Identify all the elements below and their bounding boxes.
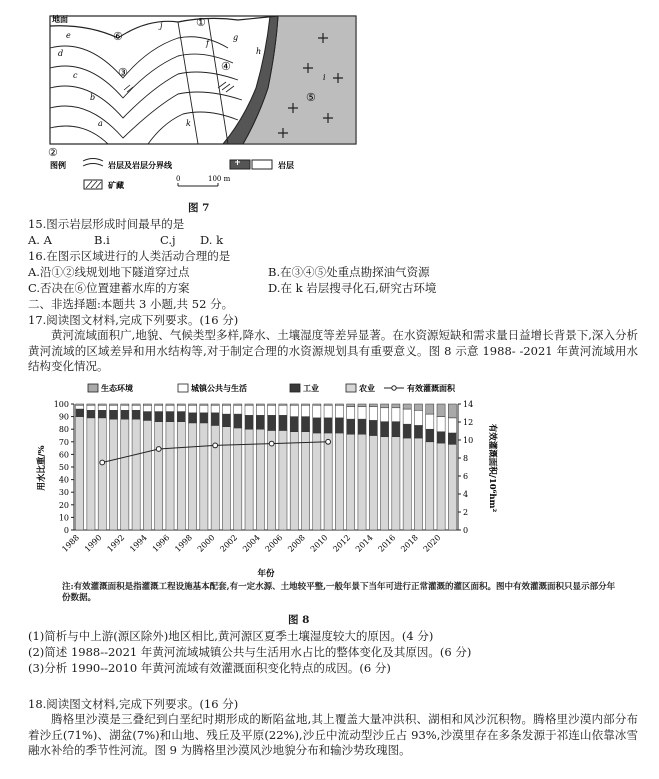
bar-eco-2021 <box>448 404 456 418</box>
fig7-layer-g: g <box>233 33 239 42</box>
bar-industry-2004 <box>256 415 264 429</box>
bar-agri-1991 <box>109 419 117 530</box>
bar-agri-2014 <box>369 436 377 531</box>
bar-urban-1998 <box>189 405 197 413</box>
bar-urban-2014 <box>369 407 377 421</box>
bar-agri-2006 <box>279 430 287 530</box>
bar-industry-1991 <box>109 410 117 419</box>
bar-agri-2001 <box>222 427 230 530</box>
bar-urban-2001 <box>222 405 230 414</box>
fig7-layer-b: b <box>90 93 96 102</box>
bar-urban-2000 <box>211 405 219 413</box>
y-tick-label-left-5: 50 <box>58 463 69 472</box>
y-axis-title-left: 用水比重/% <box>37 445 47 491</box>
bar-agri-1999 <box>200 423 208 530</box>
bar-industry-2008 <box>301 417 309 432</box>
x-tick-label-2014: 2014 <box>353 533 375 554</box>
bar-urban-2004 <box>256 405 264 415</box>
bar-urban-1999 <box>200 405 208 413</box>
fig7-caption: 图 7 <box>188 202 210 214</box>
bar-agri-1994 <box>143 420 151 530</box>
bar-industry-2019 <box>426 429 434 442</box>
q18-stem: 18.阅读图文材料,完成下列要求。(16 分) <box>28 697 239 711</box>
q16-option-c[interactable]: C.否决在⑥位置建蓄水库的方案 <box>28 281 190 295</box>
q17-sub-1: (1)简析与中上游(源区除外)地区相比,黄河源区夏季土壤湿度较大的原因。(4 分) <box>28 629 434 643</box>
bar-agri-1993 <box>132 419 140 530</box>
bar-industry-1988 <box>76 409 84 417</box>
legend-swatch-3 <box>346 384 356 392</box>
q15-option-b[interactable]: B.i <box>94 233 110 247</box>
fig7-num-5: ⑤ <box>306 91 316 104</box>
bar-agri-1997 <box>177 422 185 530</box>
y-tick-label-left-3: 30 <box>58 488 69 498</box>
bar-eco-2015 <box>381 404 389 408</box>
x-tick-label-2004: 2004 <box>241 533 262 554</box>
bar-urban-2005 <box>268 405 276 415</box>
fig7-num-4: ④ <box>221 60 231 73</box>
q18-paragraph: 腾格里沙漠是三叠纪到白垩纪时期形成的断陷盆地,其上覆盖大量冲洪积、湖相和风沙沉积物。腾格里沙漠内部分布着沙丘(71%)、湖盆(7%)和山地、残丘及平原(22%),沙丘中流动型沙丘占 93%,沙漠里存在多条发源于祁连山依靠冰雪融水补给的季节性河流。图 9 为腾格里沙漠风沙地貌分布和输沙势玫瑰图。 <box>28 712 638 757</box>
bar-eco-2014 <box>369 404 377 407</box>
bar-industry-2018 <box>414 425 422 438</box>
x-tick-label-1988: 1988 <box>60 533 82 554</box>
q17-paragraph: 黄河流域面积广,地貌、气候类型多样,降水、土壤湿度等差异显著。在水资源短缺和需求量日益增长背景下,深入分析黄河流域的区域差异和用水结构等,对于制定合理的水资源规划具有重要意义。图 8 示意 1988- -2021 年黄河流域用水结构变化情况。 <box>28 328 638 373</box>
bar-agri-1992 <box>121 419 129 530</box>
x-tick-label-2012: 2012 <box>331 533 353 554</box>
bar-eco-1999 <box>200 404 208 405</box>
fig7-layer-i: i <box>323 73 326 82</box>
bar-urban-1991 <box>109 405 117 410</box>
bar-eco-1989 <box>87 404 95 405</box>
bar-urban-1992 <box>121 405 129 410</box>
y-tick-label-left-7: 70 <box>58 437 69 447</box>
bar-urban-1994 <box>143 405 151 411</box>
bar-industry-1997 <box>177 412 185 422</box>
bar-agri-2016 <box>392 437 400 530</box>
bar-eco-2008 <box>301 404 309 405</box>
figure8-chart <box>28 378 638 592</box>
bar-eco-2003 <box>245 404 253 405</box>
q17-sub-2: (2)简述 1988--2021 年黄河流域城镇公共与生活用水占比的整体变化及其原因。(6 分) <box>28 645 472 659</box>
bar-industry-2016 <box>392 422 400 437</box>
q15-option-c[interactable]: C.j <box>160 233 176 247</box>
bar-industry-2007 <box>290 417 298 432</box>
bar-urban-1996 <box>166 405 174 411</box>
bar-urban-2009 <box>313 405 321 418</box>
x-tick-label-2016: 2016 <box>376 533 398 554</box>
bar-agri-2017 <box>403 438 411 530</box>
bar-urban-1990 <box>98 405 106 410</box>
bar-industry-1998 <box>189 413 197 423</box>
bar-agri-2007 <box>290 432 298 530</box>
bar-eco-2000 <box>211 404 219 405</box>
bar-industry-1999 <box>200 413 208 423</box>
bar-eco-1993 <box>132 404 140 405</box>
legend-swatch-2 <box>290 384 300 392</box>
x-tick-label-1996: 1996 <box>150 533 172 554</box>
bar-industry-2017 <box>403 424 411 438</box>
fig7-num-1: ① <box>196 16 206 29</box>
bar-eco-1998 <box>189 404 197 405</box>
bar-eco-2011 <box>335 404 343 405</box>
bar-urban-1989 <box>87 405 95 410</box>
bar-agri-1990 <box>98 418 106 530</box>
bar-eco-2012 <box>347 404 355 407</box>
bar-eco-2016 <box>392 404 400 408</box>
bar-eco-2005 <box>268 404 276 405</box>
bar-eco-2019 <box>426 404 434 414</box>
bar-agri-1988 <box>76 417 84 530</box>
q15-stem: 15.图示岩层形成时间最早的是 <box>28 217 185 231</box>
fig7-legend-ore: 矿藏 <box>108 180 124 190</box>
figure7-diagram <box>28 8 388 198</box>
bar-eco-1988 <box>76 404 84 405</box>
legend-marker-irrigation <box>392 386 396 390</box>
bar-eco-2010 <box>324 404 332 405</box>
bar-urban-2008 <box>301 405 309 416</box>
bar-eco-1991 <box>109 404 117 405</box>
bar-industry-2014 <box>369 420 377 435</box>
bar-industry-2002 <box>234 414 242 428</box>
x-tick-label-2018: 2018 <box>399 533 420 554</box>
bar-agri-1989 <box>87 418 95 530</box>
bar-industry-2000 <box>211 413 219 426</box>
bar-urban-2018 <box>414 410 422 425</box>
bar-urban-2003 <box>245 405 253 415</box>
fig7-scale-start: 0 <box>176 175 181 183</box>
bar-urban-2011 <box>335 405 343 418</box>
bar-eco-1996 <box>166 404 174 405</box>
bar-eco-1992 <box>121 404 129 405</box>
bar-eco-2009 <box>313 404 321 405</box>
bar-urban-2015 <box>381 408 389 422</box>
y-tick-label-left-1: 10 <box>58 513 69 523</box>
bar-urban-2019 <box>426 414 434 429</box>
bar-eco-2006 <box>279 404 287 405</box>
bar-urban-1993 <box>132 405 140 410</box>
x-tick-label-2006: 2006 <box>263 533 285 554</box>
y-tick-label-left-4: 40 <box>58 475 69 485</box>
fig7-layer-f: f <box>206 39 209 48</box>
y-tick-label-left-2: 20 <box>58 500 69 510</box>
bar-agri-1998 <box>189 423 197 530</box>
bar-urban-1988 <box>76 405 84 409</box>
y-tick-label-left-8: 80 <box>58 425 69 435</box>
irrigation-point-2010 <box>326 439 331 444</box>
bar-eco-1990 <box>98 404 106 405</box>
fig7-layer-c: c <box>73 71 78 80</box>
bar-eco-2001 <box>222 404 230 405</box>
bar-eco-1997 <box>177 404 185 405</box>
bar-agri-1995 <box>155 422 163 530</box>
bar-industry-2021 <box>448 433 456 444</box>
fig7-scale-end: 100 m <box>208 175 231 183</box>
y-tick-label-right-5: 10 <box>463 436 474 445</box>
fig8-note: 注:有效灌溉面积是指灌溉工程设施基本配套,有一定水源、土地较平整,一般年景下当年可进行正常灌溉的灌区面积。图中有效灌溉面积只显示部分年份数据。 <box>62 582 616 603</box>
x-tick-label-2002: 2002 <box>218 533 240 554</box>
y-tick-label-right-4: 8 <box>463 454 469 463</box>
x-axis-title: 年份 <box>257 569 275 579</box>
section2-heading: 二、非选择题:本题共 3 小题,共 52 分。 <box>28 297 234 311</box>
bar-industry-2015 <box>381 422 389 437</box>
legend-label-3: 农业 <box>359 383 375 393</box>
q17-sub-3: (3)分析 1990--2010 年黄河流域有效灌溉面积变化特点的成因。(6 分) <box>28 661 391 675</box>
bar-industry-2013 <box>358 419 366 434</box>
bar-urban-2006 <box>279 405 287 415</box>
bar-urban-2010 <box>324 405 332 418</box>
bar-eco-1994 <box>143 404 151 405</box>
bar-agri-2002 <box>234 428 242 530</box>
bar-agri-2018 <box>414 438 422 530</box>
bar-agri-2010 <box>324 433 332 530</box>
bar-industry-2011 <box>335 418 343 433</box>
fig8-caption: 图 8 <box>288 614 310 626</box>
legend-label-irrigation: 有效灌溉面积 <box>407 383 455 393</box>
y-tick-label-left-10: 100 <box>53 400 69 409</box>
bar-industry-1994 <box>143 412 151 421</box>
bar-industry-1995 <box>155 412 163 422</box>
bar-industry-1996 <box>166 412 174 422</box>
bar-eco-2017 <box>403 404 411 409</box>
x-tick-label-2020: 2020 <box>421 533 443 554</box>
legend-swatch-0 <box>88 384 98 392</box>
x-tick-label-2000: 2000 <box>195 533 217 554</box>
bar-urban-2021 <box>448 418 456 433</box>
q16-option-a[interactable]: A.沿①②线规划地下隧道穿过点 <box>28 265 190 279</box>
bar-urban-2020 <box>437 417 445 432</box>
bar-industry-2001 <box>222 414 230 427</box>
legend-label-0: 生态环境 <box>101 383 133 393</box>
bar-industry-2005 <box>268 415 276 430</box>
fig7-layer-h: h <box>256 47 262 56</box>
y-tick-label-right-3: 6 <box>463 472 469 481</box>
bar-urban-1995 <box>155 405 163 411</box>
bar-agri-2020 <box>437 443 445 530</box>
bar-agri-2012 <box>347 434 355 530</box>
legend-swatch-1 <box>178 384 188 392</box>
y-tick-label-left-0: 0 <box>63 526 69 535</box>
fig7-num-6: ⑥ <box>113 30 123 43</box>
fig7-legend-title: 图例 <box>50 160 66 170</box>
bar-agri-2000 <box>211 425 219 530</box>
y-tick-label-left-6: 60 <box>58 450 69 460</box>
legend-label-2: 工业 <box>303 383 319 393</box>
x-tick-label-1998: 1998 <box>173 533 195 554</box>
bar-eco-2007 <box>290 404 298 405</box>
q15-option-d[interactable]: D. k <box>200 233 224 247</box>
bar-eco-2018 <box>414 404 422 410</box>
bar-eco-1995 <box>155 404 163 405</box>
bar-industry-2006 <box>279 415 287 430</box>
fig7-layer-d: d <box>58 49 64 58</box>
bar-agri-2011 <box>335 433 343 530</box>
fig7-legend-strata: 岩层及岩层分界线 <box>108 160 172 170</box>
bar-urban-2012 <box>347 407 355 420</box>
bar-agri-2013 <box>358 434 366 530</box>
bar-industry-2009 <box>313 418 321 433</box>
bar-agri-2009 <box>313 433 321 530</box>
fig7-legend-rock: 岩层 <box>278 160 294 170</box>
irrigation-point-1995 <box>156 447 161 452</box>
bar-urban-2013 <box>358 407 366 420</box>
bar-agri-2019 <box>426 442 434 530</box>
fig7-layer-a: a <box>98 119 103 128</box>
bar-eco-2013 <box>358 404 366 407</box>
bar-eco-2004 <box>256 404 264 405</box>
bar-urban-2002 <box>234 405 242 414</box>
bar-urban-1997 <box>177 405 185 411</box>
bar-industry-2010 <box>324 418 332 433</box>
fig7-surface-label: 地面 <box>52 14 68 24</box>
y-tick-label-right-6: 12 <box>463 418 474 427</box>
bar-industry-2003 <box>245 415 253 429</box>
q17-stem: 17.阅读图文材料,完成下列要求。(16 分) <box>28 313 239 327</box>
q15-options <box>28 232 223 248</box>
x-tick-label-1994: 1994 <box>128 533 149 554</box>
bar-agri-2015 <box>381 437 389 530</box>
bar-agri-2008 <box>301 432 309 530</box>
y-axis-title-right: 有效灌溉面积/10⁶hm² <box>487 423 497 513</box>
fig7-num-3: ③ <box>118 66 128 79</box>
q16-option-b[interactable]: B.在③④⑤处重点勘探油气资源 <box>268 265 430 279</box>
irrigation-point-2000 <box>213 443 218 448</box>
x-tick-label-2010: 2010 <box>308 533 330 554</box>
q16-stem: 16.在图示区域进行的人类活动合理的是 <box>28 249 231 263</box>
bar-industry-1990 <box>98 410 106 418</box>
bar-urban-2007 <box>290 405 298 416</box>
q16-option-d[interactable]: D.在 k 岩层搜寻化石,研究古环境 <box>268 281 437 295</box>
x-tick-label-2008: 2008 <box>286 533 307 554</box>
bar-eco-2002 <box>234 404 242 405</box>
irrigation-point-2005 <box>269 441 274 446</box>
y-tick-label-right-2: 4 <box>463 490 469 499</box>
bar-urban-2017 <box>403 409 411 424</box>
bar-industry-1992 <box>121 410 129 419</box>
bar-industry-2012 <box>347 419 355 434</box>
bar-industry-1989 <box>87 410 95 418</box>
q15-option-a[interactable]: A. A <box>28 233 52 247</box>
bar-urban-2016 <box>392 408 400 422</box>
y-tick-label-right-7: 14 <box>463 400 474 409</box>
fig7-layer-k: k <box>186 119 191 128</box>
bar-agri-1996 <box>166 422 174 530</box>
irrigation-point-1990 <box>100 460 105 465</box>
x-tick-label-1990: 1990 <box>82 533 104 554</box>
fig7-layer-e: e <box>66 31 71 40</box>
x-tick-label-1992: 1992 <box>105 533 127 554</box>
fig7-layer-j: j <box>160 21 163 30</box>
y-tick-label-left-9: 90 <box>58 412 69 422</box>
bar-eco-2020 <box>437 404 445 417</box>
legend-label-1: 城镇公共与生活 <box>191 383 247 393</box>
bar-agri-2021 <box>448 444 456 530</box>
y-tick-label-right-1: 2 <box>463 508 469 517</box>
bar-industry-2020 <box>437 432 445 443</box>
bar-industry-1993 <box>132 410 140 419</box>
fig7-num-2: ② <box>48 146 58 159</box>
y-tick-label-right-0: 0 <box>463 526 469 535</box>
